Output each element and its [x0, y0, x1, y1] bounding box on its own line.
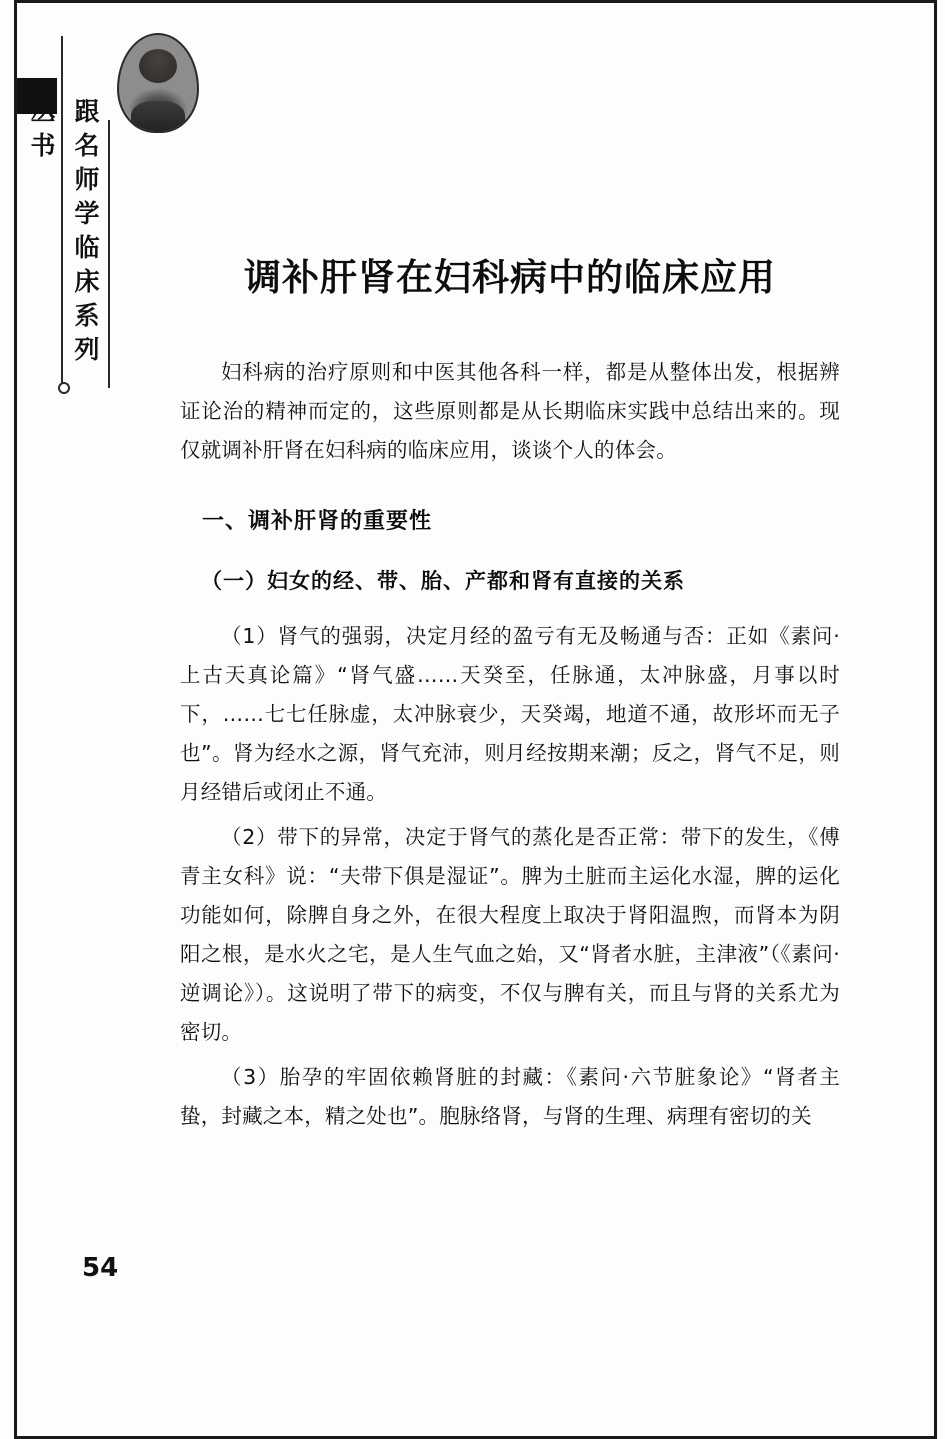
page-frame-left [14, 0, 17, 1439]
intro-paragraph: 妇科病的治疗原则和中医其他各科一样，都是从整体出发，根据辨证论治的精神而定的，这些原则都是从长期临床实践中总结出来的。现仅就调补肝肾在妇科病的临床应用，谈谈个人的体会。 [180, 360, 840, 463]
section-heading: 一、调补肝肾的重要性 [202, 509, 433, 535]
article-body [180, 255, 840, 1142]
body-paragraph-1: （1）肾气的强弱，决定月经的盈亏有无及畅通与否：正如《素问·上古天真论篇》“肾气盛……天癸至，任脉通，太冲脉盛，月事以时下，……七七任脉虚，太冲脉衰少，天癸竭，地道不通，故形坏而无子也”。肾为经水之源，肾气充沛，则月经按期来潮；反之，肾气不足，则月经错后或闭止不通。 [180, 624, 840, 805]
page-title: 调补肝肾在妇科病中的临床应用 [244, 256, 776, 299]
subsection-heading: （一）妇女的经、带、胎、产都和肾有直接的关系 [201, 569, 685, 594]
body-paragraph-2: （2）带下的异常，决定于肾气的蒸化是否正常：带下的发生，《傅青主女科》说：“夫带下俱是湿证”。脾为土脏而主运化水湿，脾的运化功能如何，除脾自身之外，在很大程度上取决于肾阳温煦，而肾本为阴阳之根，是水火之宅，是人生气血之始，又“肾者水脏，主津液”（《素问·逆调论》）。这说明了带下的病变，不仅与脾有关，而且与肾的关系尤为密切。 [180, 825, 840, 1045]
body-paragraph-3: （3）胎孕的牢固依赖肾脏的封藏：《素问·六节脏象论》“肾者主蛰，封藏之本，精之处也”。胞脉络肾，与肾的生理、病理有密切的关 [180, 1065, 840, 1129]
series-title-vertical: 跟名师学临床系列丛书 [27, 98, 100, 370]
page-number: 54 [82, 1253, 119, 1283]
page-frame-right [934, 0, 937, 1439]
page-frame-top [14, 0, 937, 3]
author-portrait-image [117, 33, 199, 133]
spine-rule-right [108, 120, 110, 388]
